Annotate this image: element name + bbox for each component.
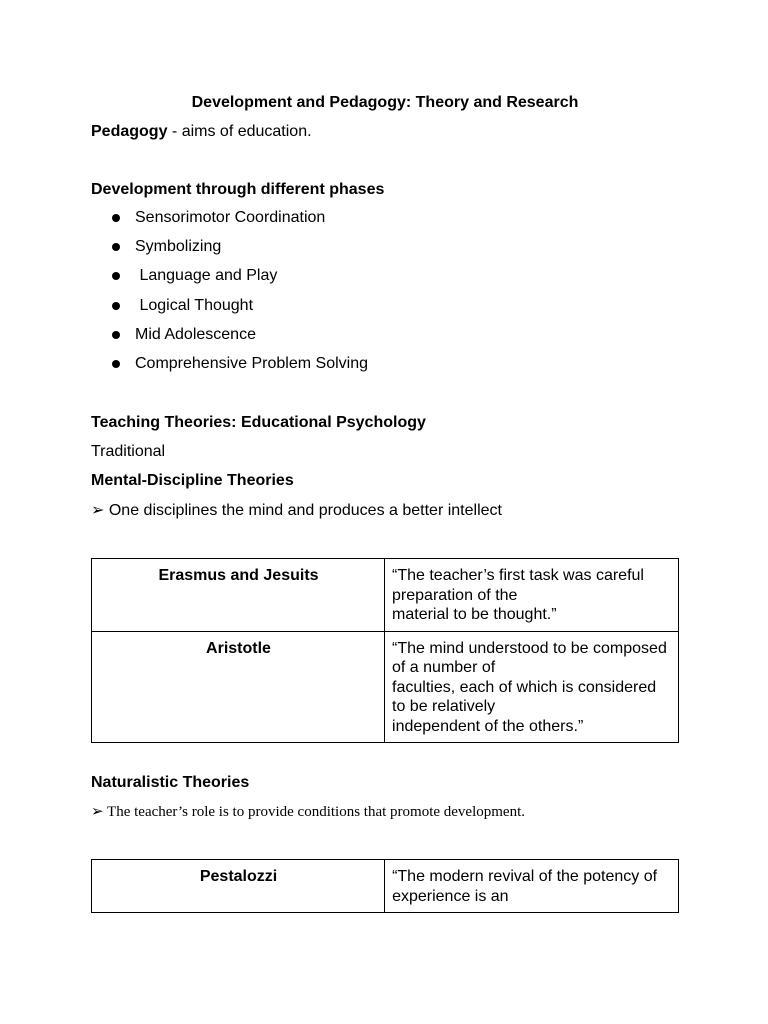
pedagogy-line [91, 122, 312, 142]
naturalistic-heading: Naturalistic Theories [91, 774, 250, 791]
list-item: Symbolizing [91, 237, 368, 266]
bullet-icon [112, 302, 120, 310]
pedagogy-term: Pedagogy [91, 123, 168, 140]
pedagogy-definition: - aims of education. [167, 123, 312, 140]
mental-discipline-heading: Mental-Discipline Theories [91, 472, 294, 489]
teaching-heading: Teaching Theories: Educational Psychology [91, 414, 426, 431]
table-row [92, 631, 679, 743]
mental-discipline-table [91, 558, 679, 743]
table-row [92, 559, 679, 632]
phases-heading: Development through different phases [91, 181, 385, 198]
bullet-icon [112, 331, 120, 339]
list-item: Sensorimotor Coordination [91, 208, 368, 237]
bullet-icon [112, 360, 120, 368]
list-item: Comprehensive Problem Solving [91, 354, 368, 383]
mental-discipline-point: ➢ One disciplines the mind and produces a better intellect [91, 502, 502, 519]
list-item: Logical Thought [91, 296, 368, 325]
theorist-name: Pestalozzi [92, 860, 385, 913]
list-item: Language and Play [91, 266, 368, 295]
bullet-icon [112, 243, 120, 251]
traditional-label: Traditional [91, 443, 166, 460]
table-row [92, 860, 679, 913]
list-item: Mid Adolescence [91, 325, 368, 354]
document-title: Development and Pedagogy: Theory and Research [191, 94, 579, 111]
theorist-quote: “The mind understood to be composed of a number of faculties, each of which is considered to be relatively independent of the others.” [385, 631, 679, 743]
bullet-icon [112, 214, 120, 222]
naturalistic-point: ➢ The teacher’s role is to provide conditions that promote development. [91, 804, 525, 820]
bullet-icon [112, 272, 120, 280]
phases-list [91, 208, 368, 383]
theorist-name: Aristotle [92, 631, 385, 743]
theorist-quote: “The teacher’s first task was careful preparation of the material to be thought.” [385, 559, 679, 632]
theorist-quote: “The modern revival of the potency of experience is an [385, 860, 679, 913]
theorist-name: Erasmus and Jesuits [92, 559, 385, 632]
naturalistic-table [91, 859, 679, 913]
